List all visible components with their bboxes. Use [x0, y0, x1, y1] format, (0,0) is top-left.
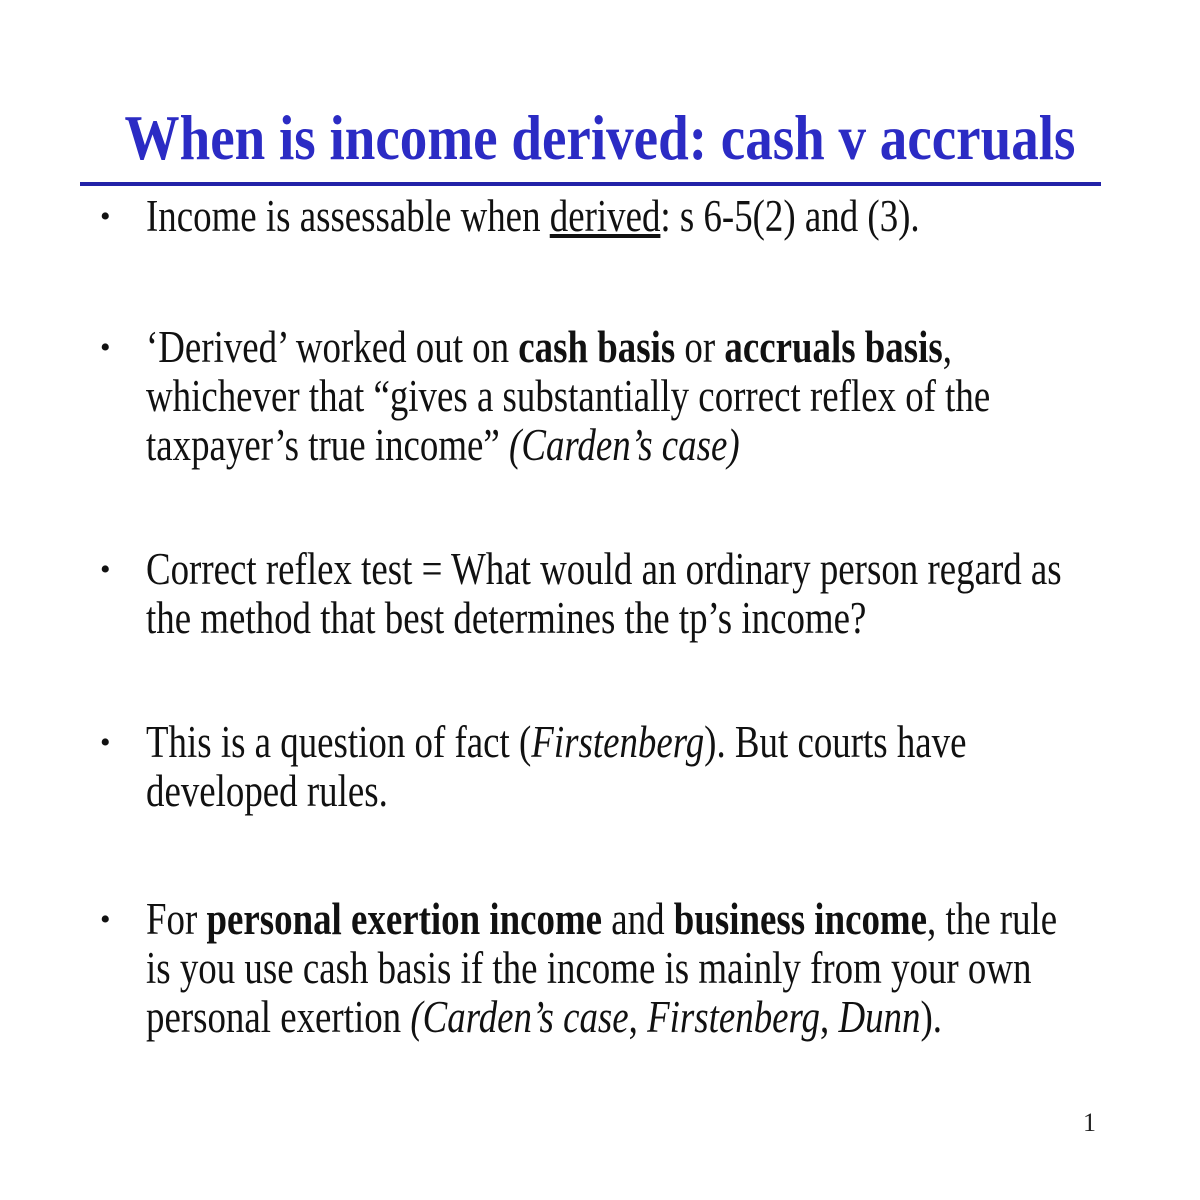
bullet-line: whichever that “gives a substantially correct reflex of the [146, 371, 991, 421]
bold-term: business income [673, 894, 928, 944]
text-run: For [146, 894, 207, 944]
text-run: taxpayer’s true income” [146, 420, 510, 470]
bullet-line: developed rules. [146, 766, 388, 816]
text-run: ). [920, 992, 942, 1042]
page-number: 1 [1083, 1108, 1096, 1137]
bullet-line [146, 718, 967, 767]
case-citation: Firstenberg [531, 717, 705, 767]
case-citation: Firstenberg [647, 992, 820, 1042]
case-citation: (Carden’s case) [509, 420, 740, 470]
bullet-dot: • [100, 903, 111, 936]
text-run: and [602, 894, 674, 944]
text-run: This is a question of fact ( [146, 717, 532, 767]
bullet-line [146, 421, 990, 470]
text-run: or [675, 322, 725, 372]
bullet-line [146, 993, 1057, 1042]
bullet-line [146, 323, 990, 372]
bold-term: personal exertion income [206, 894, 603, 944]
text-run: , [942, 322, 952, 372]
case-citation: (Carden’s case [410, 992, 629, 1042]
underlined-term: derived [549, 191, 661, 241]
bullet-text [146, 895, 1057, 1042]
text-run: , the rule [927, 894, 1058, 944]
bullet-line: Correct reflex test = What would an ordinary person regard as [146, 544, 1062, 594]
bullet-text [146, 323, 990, 470]
bullet-line [146, 895, 1057, 944]
bullet-dot: • [100, 200, 111, 233]
text-run: ). But courts have [704, 717, 967, 767]
text-run: : s 6-5(2) and (3). [660, 191, 920, 241]
text-run: Income is assessable when [146, 191, 550, 241]
bold-term: cash basis [518, 322, 676, 372]
text-run: , [628, 992, 648, 1042]
text-run: personal exertion [146, 992, 411, 1042]
bullet-text [146, 545, 1062, 643]
bullet-line [146, 192, 920, 241]
text-run: ‘Derived’ worked out on [146, 322, 519, 372]
text-run: , [819, 992, 839, 1042]
bullet-text [146, 192, 920, 241]
bullet-dot: • [100, 553, 111, 586]
bold-term: accruals basis [724, 322, 943, 372]
slide-title: When is income derived: cash v accruals [124, 102, 1076, 173]
bullet-text [146, 718, 967, 816]
title-underline-rule [80, 182, 1101, 186]
bullet-line: the method that best determines the tp’s income? [146, 593, 867, 643]
bullet-dot: • [100, 331, 111, 364]
bullet-line: is you use cash basis if the income is mainly from your own [146, 943, 1032, 993]
case-citation: Dunn [838, 992, 921, 1042]
bullet-dot: • [100, 726, 111, 759]
